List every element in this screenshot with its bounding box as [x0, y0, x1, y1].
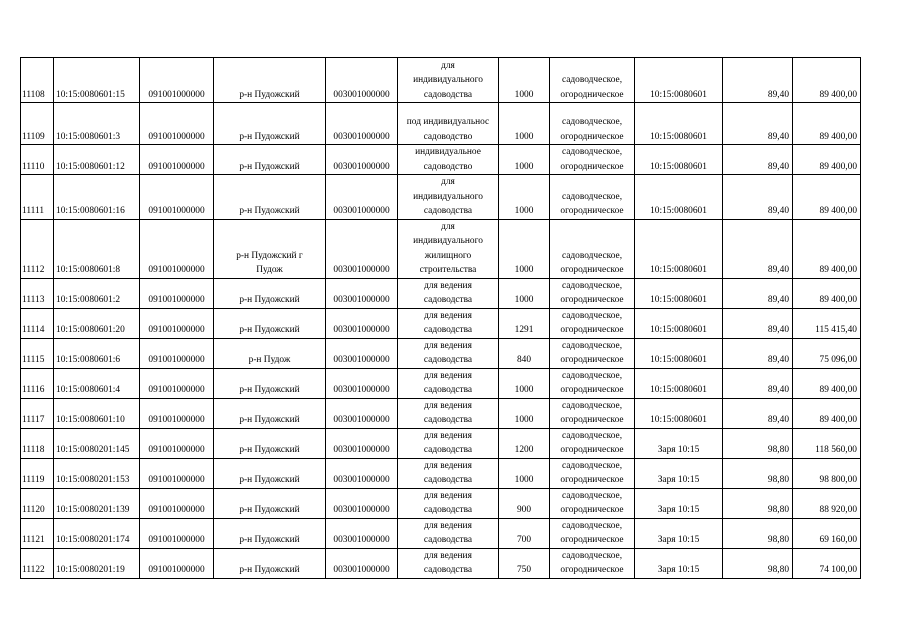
row-number-cell: 11117: [21, 398, 54, 428]
permitted-use-line: индивидуальное: [415, 147, 481, 157]
category-code-cell: 003001000000: [326, 58, 398, 103]
specific-value-cell: 98,80: [723, 518, 793, 548]
specific-value-cell: 98,80: [723, 428, 793, 458]
permitted-use-line: под индивидуальнос: [406, 117, 490, 127]
use-group-cell: [550, 428, 635, 458]
specific-value-cell: 89,40: [723, 338, 793, 368]
table-row: [21, 428, 861, 458]
area-cell: 1000: [499, 103, 550, 145]
use-group-cell: [550, 175, 635, 220]
oktmo-code-cell: 091001000000: [140, 103, 214, 145]
oktmo-code-cell: 091001000000: [140, 428, 214, 458]
oktmo-code-cell: 091001000000: [140, 458, 214, 488]
document-page: [20, 57, 861, 579]
permitted-use-line: для: [441, 60, 455, 71]
permitted-use-line: садоводства: [423, 89, 473, 100]
oktmo-code-cell: 091001000000: [140, 548, 214, 578]
area-cell: 1000: [499, 278, 550, 308]
location-line: р-н Пудожский г: [236, 250, 303, 261]
specific-value-cell: 89,40: [723, 58, 793, 103]
table-row: [21, 488, 861, 518]
category-code-cell: 003001000000: [326, 428, 398, 458]
cadastral-value-cell: 75 096,00: [793, 338, 861, 368]
row-number-cell: 11112: [21, 219, 54, 278]
area-cell: 1000: [499, 145, 550, 175]
permitted-use-line: садоводства: [423, 565, 473, 575]
specific-value-cell: 89,40: [723, 219, 793, 278]
area-cell: 1200: [499, 428, 550, 458]
table-row: [21, 548, 861, 578]
use-group-line: садоводческое,: [561, 340, 623, 351]
category-code-cell: 003001000000: [326, 548, 398, 578]
permitted-use-line: садоводства: [423, 505, 473, 515]
use-group-line: садоводческое,: [561, 250, 623, 261]
location-line: р-н Пудожский: [239, 295, 300, 305]
specific-value-cell: 89,40: [723, 308, 793, 338]
location-cell: [214, 338, 326, 368]
use-group-cell: [550, 308, 635, 338]
permitted-use-cell: [398, 145, 499, 175]
permitted-use-line: садоводства: [423, 355, 473, 365]
permitted-use-cell: [398, 548, 499, 578]
table-row: [21, 145, 861, 175]
category-code-cell: 003001000000: [326, 278, 398, 308]
table-row: [21, 398, 861, 428]
use-group-cell: [550, 398, 635, 428]
row-number-cell: 11110: [21, 145, 54, 175]
location-line: Пудож: [256, 265, 283, 275]
table-row: [21, 308, 861, 338]
oktmo-code-cell: 091001000000: [140, 58, 214, 103]
permitted-use-line: для ведения: [424, 430, 472, 441]
cadastral-zone-cell: Заря 10:15: [635, 488, 723, 518]
use-group-line: садоводческое,: [561, 147, 623, 157]
permitted-use-cell: [398, 58, 499, 103]
cadastral-zone-cell: 10:15:0080601: [635, 278, 723, 308]
cadastral-value-cell: 89 400,00: [793, 278, 861, 308]
cadastral-value-cell: 118 560,00: [793, 428, 861, 458]
cadastral-zone-cell: 10:15:0080601: [635, 58, 723, 103]
permitted-use-line: для ведения: [424, 340, 472, 351]
cadastral-zone-cell: Заря 10:15: [635, 428, 723, 458]
specific-value-cell: 89,40: [723, 398, 793, 428]
use-group-line: садоводческое,: [561, 75, 623, 85]
location-cell: [214, 219, 326, 278]
use-group-line: садоводческое,: [561, 370, 623, 381]
cadastral-zone-cell: 10:15:0080601: [635, 145, 723, 175]
table-row: [21, 219, 861, 278]
cadastral-number-cell: 10:15:0080601:6: [54, 338, 140, 368]
use-group-line: садоводческое,: [561, 191, 623, 202]
use-group-cell: [550, 338, 635, 368]
category-code-cell: 003001000000: [326, 398, 398, 428]
category-code-cell: 003001000000: [326, 103, 398, 145]
category-code-cell: 003001000000: [326, 518, 398, 548]
use-group-cell: [550, 58, 635, 103]
oktmo-code-cell: 091001000000: [140, 368, 214, 398]
row-number-cell: 11114: [21, 308, 54, 338]
permitted-use-line: для: [441, 221, 455, 232]
category-code-cell: 003001000000: [326, 219, 398, 278]
row-number-cell: 11121: [21, 518, 54, 548]
table-body: [21, 58, 861, 579]
row-number-cell: 11118: [21, 428, 54, 458]
use-group-line: огородническое: [560, 355, 624, 365]
permitted-use-line: для: [441, 177, 455, 187]
specific-value-cell: 89,40: [723, 103, 793, 145]
land-plots-table: [20, 57, 861, 579]
permitted-use-cell: [398, 398, 499, 428]
cadastral-zone-cell: 10:15:0080601: [635, 398, 723, 428]
permitted-use-line: садоводства: [423, 325, 473, 335]
row-number-cell: 11113: [21, 278, 54, 308]
permitted-use-cell: [398, 368, 499, 398]
location-line: р-н Пудожский: [239, 505, 300, 515]
row-number-cell: 11111: [21, 175, 54, 220]
oktmo-code-cell: 091001000000: [140, 175, 214, 220]
location-line: р-н Пудожский: [239, 325, 300, 335]
table-row: [21, 103, 861, 145]
cadastral-number-cell: 10:15:0080601:16: [54, 175, 140, 220]
use-group-line: садоводческое,: [561, 280, 623, 291]
location-line: р-н Пудожский: [239, 89, 300, 100]
cadastral-number-cell: 10:15:0080601:12: [54, 145, 140, 175]
category-code-cell: 003001000000: [326, 338, 398, 368]
cadastral-value-cell: 115 415,40: [793, 308, 861, 338]
oktmo-code-cell: 091001000000: [140, 518, 214, 548]
oktmo-code-cell: 091001000000: [140, 278, 214, 308]
permitted-use-line: для ведения: [424, 400, 472, 411]
permitted-use-line: садоводство: [423, 161, 473, 172]
permitted-use-cell: [398, 458, 499, 488]
permitted-use-line: для ведения: [424, 490, 472, 501]
cadastral-number-cell: 10:15:0080201:174: [54, 518, 140, 548]
use-group-cell: [550, 368, 635, 398]
area-cell: 1291: [499, 308, 550, 338]
specific-value-cell: 89,40: [723, 145, 793, 175]
cadastral-zone-cell: Заря 10:15: [635, 458, 723, 488]
table-row: [21, 458, 861, 488]
permitted-use-line: для ведения: [424, 460, 472, 471]
cadastral-number-cell: 10:15:0080201:139: [54, 488, 140, 518]
oktmo-code-cell: 091001000000: [140, 338, 214, 368]
location-cell: [214, 398, 326, 428]
cadastral-zone-cell: Заря 10:15: [635, 548, 723, 578]
use-group-cell: [550, 219, 635, 278]
permitted-use-line: садоводства: [423, 535, 473, 545]
cadastral-zone-cell: 10:15:0080601: [635, 103, 723, 145]
cadastral-number-cell: 10:15:0080601:8: [54, 219, 140, 278]
cadastral-value-cell: 89 400,00: [793, 175, 861, 220]
location-line: р-н Пудожский: [239, 475, 300, 485]
category-code-cell: 003001000000: [326, 145, 398, 175]
permitted-use-line: садоводства: [423, 206, 473, 216]
use-group-line: огородническое: [560, 161, 624, 172]
cadastral-zone-cell: Заря 10:15: [635, 518, 723, 548]
use-group-line: огородническое: [560, 535, 624, 545]
cadastral-value-cell: 89 400,00: [793, 219, 861, 278]
cadastral-number-cell: 10:15:0080201:19: [54, 548, 140, 578]
use-group-line: огородническое: [560, 131, 624, 142]
location-cell: [214, 145, 326, 175]
cadastral-zone-cell: 10:15:0080601: [635, 338, 723, 368]
category-code-cell: 003001000000: [326, 458, 398, 488]
cadastral-zone-cell: 10:15:0080601: [635, 219, 723, 278]
cadastral-number-cell: 10:15:0080601:10: [54, 398, 140, 428]
location-cell: [214, 103, 326, 145]
permitted-use-cell: [398, 338, 499, 368]
location-line: р-н Пудожский: [239, 206, 300, 216]
permitted-use-line: для ведения: [424, 370, 472, 381]
cadastral-value-cell: 88 920,00: [793, 488, 861, 518]
permitted-use-cell: [398, 103, 499, 145]
row-number-cell: 11108: [21, 58, 54, 103]
cadastral-zone-cell: 10:15:0080601: [635, 308, 723, 338]
table-row: [21, 58, 861, 103]
area-cell: 1000: [499, 458, 550, 488]
permitted-use-cell: [398, 428, 499, 458]
use-group-cell: [550, 103, 635, 145]
oktmo-code-cell: 091001000000: [140, 398, 214, 428]
location-cell: [214, 488, 326, 518]
use-group-cell: [550, 278, 635, 308]
use-group-line: огородническое: [560, 89, 624, 100]
area-cell: 1000: [499, 368, 550, 398]
location-cell: [214, 428, 326, 458]
permitted-use-cell: [398, 219, 499, 278]
category-code-cell: 003001000000: [326, 308, 398, 338]
use-group-line: садоводческое,: [561, 550, 623, 561]
oktmo-code-cell: 091001000000: [140, 219, 214, 278]
area-cell: 1000: [499, 58, 550, 103]
area-cell: 1000: [499, 398, 550, 428]
cadastral-value-cell: 98 800,00: [793, 458, 861, 488]
permitted-use-line: садоводства: [423, 445, 473, 455]
specific-value-cell: 98,80: [723, 488, 793, 518]
area-cell: 700: [499, 518, 550, 548]
cadastral-number-cell: 10:15:0080601:15: [54, 58, 140, 103]
cadastral-number-cell: 10:15:0080601:3: [54, 103, 140, 145]
location-cell: [214, 58, 326, 103]
oktmo-code-cell: 091001000000: [140, 488, 214, 518]
area-cell: 750: [499, 548, 550, 578]
category-code-cell: 003001000000: [326, 488, 398, 518]
cadastral-value-cell: 89 400,00: [793, 398, 861, 428]
cadastral-value-cell: 89 400,00: [793, 58, 861, 103]
use-group-line: огородническое: [560, 206, 624, 216]
cadastral-number-cell: 10:15:0080601:4: [54, 368, 140, 398]
area-cell: 1000: [499, 175, 550, 220]
permitted-use-cell: [398, 308, 499, 338]
location-line: р-н Пудожский: [239, 565, 300, 575]
specific-value-cell: 89,40: [723, 368, 793, 398]
location-cell: [214, 368, 326, 398]
permitted-use-line: садоводства: [423, 385, 473, 395]
specific-value-cell: 89,40: [723, 175, 793, 220]
use-group-cell: [550, 145, 635, 175]
permitted-use-line: индивидуального: [413, 75, 483, 85]
use-group-cell: [550, 518, 635, 548]
permitted-use-cell: [398, 488, 499, 518]
permitted-use-line: жилищного: [424, 250, 472, 261]
permitted-use-cell: [398, 518, 499, 548]
oktmo-code-cell: 091001000000: [140, 308, 214, 338]
permitted-use-cell: [398, 175, 499, 220]
cadastral-zone-cell: 10:15:0080601: [635, 175, 723, 220]
category-code-cell: 003001000000: [326, 368, 398, 398]
table-row: [21, 518, 861, 548]
permitted-use-line: индивидуального: [413, 236, 483, 246]
specific-value-cell: 98,80: [723, 548, 793, 578]
row-number-cell: 11116: [21, 368, 54, 398]
location-cell: [214, 548, 326, 578]
area-cell: 900: [499, 488, 550, 518]
specific-value-cell: 98,80: [723, 458, 793, 488]
cadastral-value-cell: 89 400,00: [793, 368, 861, 398]
row-number-cell: 11122: [21, 548, 54, 578]
use-group-line: садоводческое,: [561, 520, 623, 531]
permitted-use-line: строительства: [419, 265, 477, 275]
category-code-cell: 003001000000: [326, 175, 398, 220]
row-number-cell: 11119: [21, 458, 54, 488]
row-number-cell: 11109: [21, 103, 54, 145]
permitted-use-cell: [398, 278, 499, 308]
use-group-cell: [550, 458, 635, 488]
location-line: р-н Пудожский: [239, 385, 300, 395]
table-row: [21, 368, 861, 398]
row-number-cell: 11120: [21, 488, 54, 518]
cadastral-value-cell: 69 160,00: [793, 518, 861, 548]
cadastral-number-cell: 10:15:0080201:153: [54, 458, 140, 488]
cadastral-number-cell: 10:15:0080201:145: [54, 428, 140, 458]
permitted-use-line: для ведения: [424, 520, 472, 531]
location-line: р-н Пудожский: [239, 131, 300, 142]
location-cell: [214, 175, 326, 220]
row-number-cell: 11115: [21, 338, 54, 368]
oktmo-code-cell: 091001000000: [140, 145, 214, 175]
use-group-line: огородническое: [560, 475, 624, 485]
location-cell: [214, 308, 326, 338]
table-row: [21, 175, 861, 220]
use-group-line: садоводческое,: [561, 400, 623, 411]
table-row: [21, 338, 861, 368]
use-group-line: огородническое: [560, 295, 624, 305]
location-cell: [214, 458, 326, 488]
use-group-line: садоводческое,: [561, 460, 623, 471]
cadastral-value-cell: 74 100,00: [793, 548, 861, 578]
use-group-line: садоводческое,: [561, 490, 623, 501]
permitted-use-line: садоводства: [423, 475, 473, 485]
location-line: р-н Пудожский: [239, 161, 300, 172]
use-group-line: огородническое: [560, 415, 624, 425]
permitted-use-line: садоводство: [423, 131, 473, 142]
table-row: [21, 278, 861, 308]
use-group-line: огородническое: [560, 565, 624, 575]
use-group-line: огородническое: [560, 445, 624, 455]
location-line: р-н Пудож: [248, 355, 291, 365]
use-group-line: садоводческое,: [561, 117, 623, 127]
use-group-line: огородническое: [560, 325, 624, 335]
permitted-use-line: для ведения: [424, 310, 472, 321]
permitted-use-line: для ведения: [424, 280, 472, 291]
location-line: р-н Пудожский: [239, 535, 300, 545]
use-group-line: огородническое: [560, 505, 624, 515]
cadastral-value-cell: 89 400,00: [793, 145, 861, 175]
cadastral-zone-cell: 10:15:0080601: [635, 368, 723, 398]
permitted-use-line: индивидуального: [413, 191, 483, 202]
permitted-use-line: садоводства: [423, 415, 473, 425]
use-group-line: огородническое: [560, 385, 624, 395]
use-group-line: огородническое: [560, 265, 624, 275]
location-cell: [214, 278, 326, 308]
location-cell: [214, 518, 326, 548]
permitted-use-line: садоводства: [423, 295, 473, 305]
location-line: р-н Пудожский: [239, 415, 300, 425]
use-group-cell: [550, 488, 635, 518]
specific-value-cell: 89,40: [723, 278, 793, 308]
area-cell: 840: [499, 338, 550, 368]
cadastral-number-cell: 10:15:0080601:20: [54, 308, 140, 338]
cadastral-number-cell: 10:15:0080601:2: [54, 278, 140, 308]
permitted-use-line: для ведения: [424, 550, 472, 561]
cadastral-value-cell: 89 400,00: [793, 103, 861, 145]
use-group-line: садоводческое,: [561, 310, 623, 321]
area-cell: 1000: [499, 219, 550, 278]
location-line: р-н Пудожский: [239, 445, 300, 455]
use-group-cell: [550, 548, 635, 578]
use-group-line: садоводческое,: [561, 430, 623, 441]
